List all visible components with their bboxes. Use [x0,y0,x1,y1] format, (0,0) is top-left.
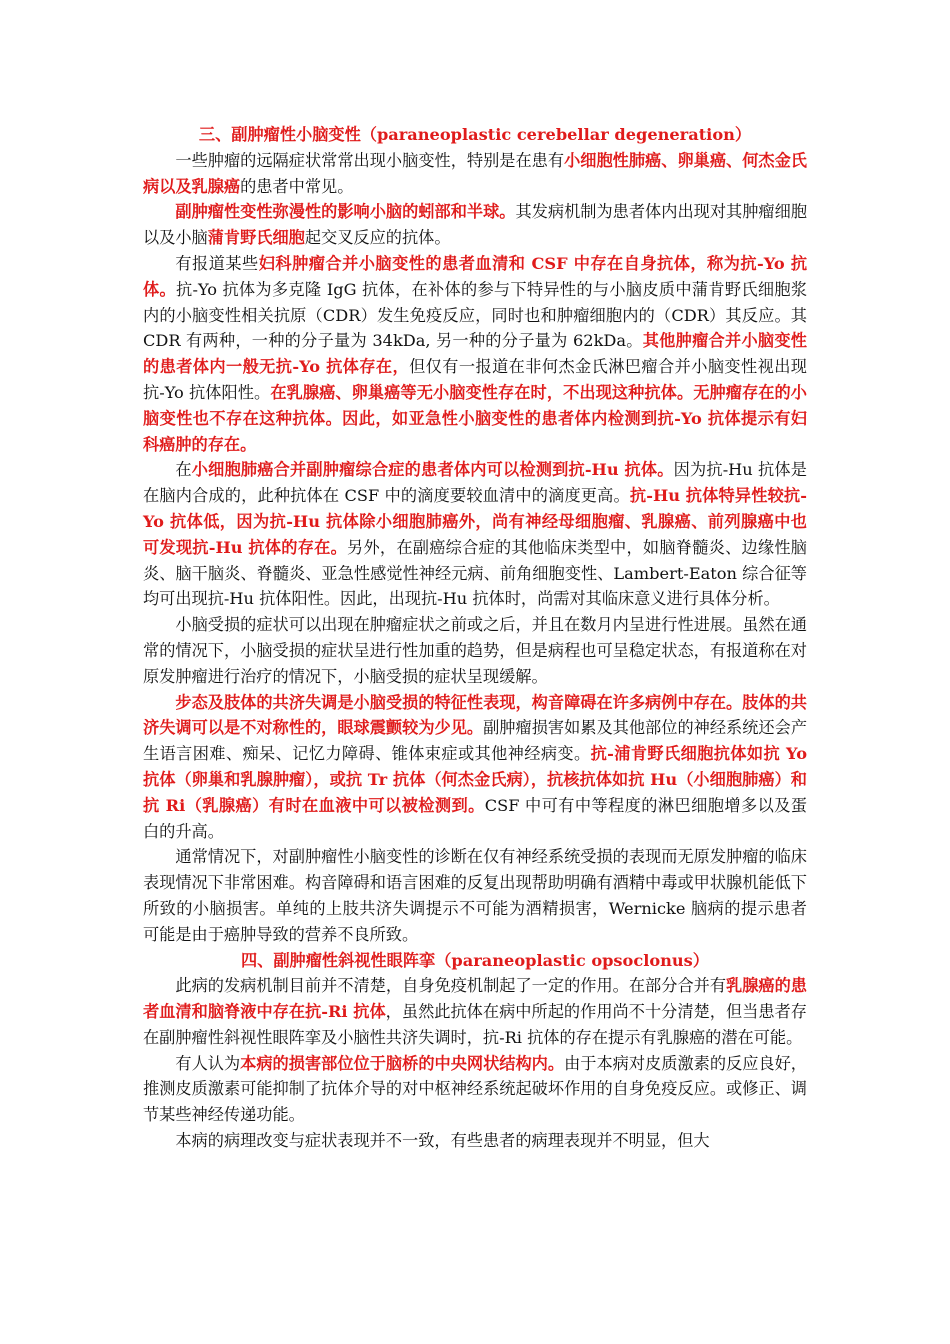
highlighted-text: 副肿瘤性变性弥漫性的影响小脑的蚓部和半球。 [175,202,516,222]
highlighted-text: 抗-Hu 抗体特异性较抗-Yo 抗体低，因为抗-Hu 抗体除小细胞肺癌外，尚有神经母细胞瘤、乳腺癌、前列腺癌中也可发现抗-Hu 抗体的存在。 [143,486,808,557]
body-text: 小脑受损的症状可以出现在肿瘤症状之前或之后，并且在数月内呈进行性进展。虽然在通常的情况下，小脑受损的症状呈进行性加重的趋势，但是病程也可呈稳定状态，有报道称在对原发肿瘤进行治疗的情况下，小脑受损的症状呈现缓解。 [143,615,807,686]
body-text: 由于本病对皮质激素的反应良好，推测皮质激素可能抑制了抗体介导的对中枢神经系统起破坏作用的自身免疫反应。或修正、调节某些神经传递功能。 [143,1053,807,1125]
paragraph-7 [143,844,807,947]
body-text: 抗-Yo 抗体为多克隆 IgG 抗体，在补体的参与下特异性的与小脑皮质中蒲肯野氏细胞浆内的小脑变性相关抗原（CDR）发生免疫反应，同时也和肿瘤细胞内的（CDR）其反应。其 CDR 有两种，一种的分子量为 34kDa, 另一种的分子量为 62kDa。 [143,279,808,351]
body-text: 副肿瘤损害如累及其他部位的神经系统还会产生语言困难、痴呆、记忆力障碍、锥体束症或其他神经病变。 [143,718,808,764]
section-heading-4: 四、副肿瘤性斜视性眼阵挛（paraneoplastic opsoclonus） [241,950,709,970]
body-text: 一些肿瘤的远隔症状常常出现小脑变性，特别是在患有 [175,150,565,170]
highlighted-text: 小细胞性肺癌、卵巢癌、何杰金氏病以及乳腺癌 [143,150,807,196]
paragraph-2 [143,199,807,251]
body-text: 因为抗-Hu 抗体是在脑内合成的，此种抗体在 CSF 中的滴度要较血清中的滴度更高。 [143,460,807,506]
body-text: CSF 中可有中等程度的淋巴细胞增多以及蛋白的升高。 [143,795,807,841]
highlighted-text: 妇科肿瘤合并小脑变性的患者血清和 CSF 中存在自身抗体，称为抗-Yo 抗体。 [143,253,808,299]
body-text: 另外，在副癌综合症的其他临床类型中，如脑脊髓炎、边缘性脑炎、脑干脑炎、脊髓炎、亚急性感觉性神经元病、前角细胞变性、Lambert-Eaton 综合征等均可出现抗-Hu 抗体阳性。因此，出现抗-Hu 抗体时，尚需对其临床意义进行具体分析。 [143,537,807,609]
paragraph-3 [143,251,807,457]
paragraph-6 [143,690,807,845]
highlighted-text: 小细胞肺癌合并副肿瘤综合症的患者体内可以检测到抗-Hu 抗体。 [191,460,674,480]
body-text: 此病的发病机制目前并不清楚，自身免疫机制起了一定的作用。在部分合并有 [175,976,727,996]
body-text: 在 [175,460,192,480]
body-text: 起交叉反应的抗体。 [304,228,451,248]
body-text: ，虽然此抗体在病中所起的作用尚不十分清楚，但当患者存在副肿瘤性斜视性眼阵挛及小脑性共济失调时，抗-Ri 抗体的存在提示有乳腺癌的潜在可能。 [143,1002,807,1047]
body-text: 其发病机制为患者体内出现对其肿瘤细胞以及小脑 [143,202,808,248]
paragraph-5 [143,612,807,689]
highlighted-text: 本病的损害部位位于脑桥的中央网状结构内。 [240,1053,565,1073]
highlighted-text: 如亚急性小脑变性的患者体内检测到抗-Yo 抗体提示有妇科癌肿的存在。 [143,408,807,454]
highlighted-text: 步态及肢体的共济失调是小脑受损的特征性表现，构音障碍在许多病例中存在。肢体的共济失调可以是不对称性的，眼球震颤较为少见。 [143,692,807,738]
paragraph-8 [143,973,807,1050]
paragraph-9 [143,1051,807,1128]
body-text: 通常情况下，对副肿瘤性小脑变性的诊断在仅有神经系统受损的表现而无原发肿瘤的临床表现情况下非常困难。构音障碍和语言困难的反复出现帮助明确有酒精中毒或甲状腺机能低下所致的小脑损害。单纯的上肢共济失调提示不可能为酒精损害，Wernicke 脑病的提示患者可能是由于癌肿导致的营养不良所致。 [143,847,807,944]
highlighted-text: 乳腺癌的患者血清和脑脊液中存在抗-Ri 抗体 [143,976,807,1022]
body-text: 但仅有一报道在非何杰金氏淋巴瘤合并小脑变性视出现抗-Yo 抗体阳性。 [143,357,807,402]
highlighted-text: 抗-浦肯野氏细胞抗体如抗 Yo 抗体（卵巢和乳腺肿瘤），或抗 Tr 抗体（何杰金氏病），抗核抗体如抗 Hu（小细胞肺癌）和抗 Ri（乳腺癌）有时在血液中可以被检测到。 [143,744,807,815]
paragraph-1 [143,148,807,200]
body-text: 的患者中常见。 [240,176,354,196]
body-text: 本病的病理改变与症状表现并不一致，有些患者的病理表现并不明显，但大 [175,1131,710,1151]
body-text: 有人认为 [175,1053,241,1073]
highlighted-text: 在乳腺癌、卵巢癌等无小脑变性存在时，不出现这种抗体。无肿瘤存在的小脑变性也不存在这种抗体。 [143,382,807,428]
paragraph-10 [143,1128,807,1154]
paragraph-4 [143,457,807,612]
highlighted-text: 其他肿瘤合并小脑变性的患者体内一般无抗-Yo 抗体存在， [143,331,807,377]
section-heading-3: 三、副肿瘤性小脑变性（paraneoplastic cerebellar degeneration） [198,125,752,144]
body-text: 有报道某些 [175,253,259,273]
highlighted-text: 蒲肯野氏细胞 [207,228,305,248]
highlighted-text: 因此， [342,408,392,428]
